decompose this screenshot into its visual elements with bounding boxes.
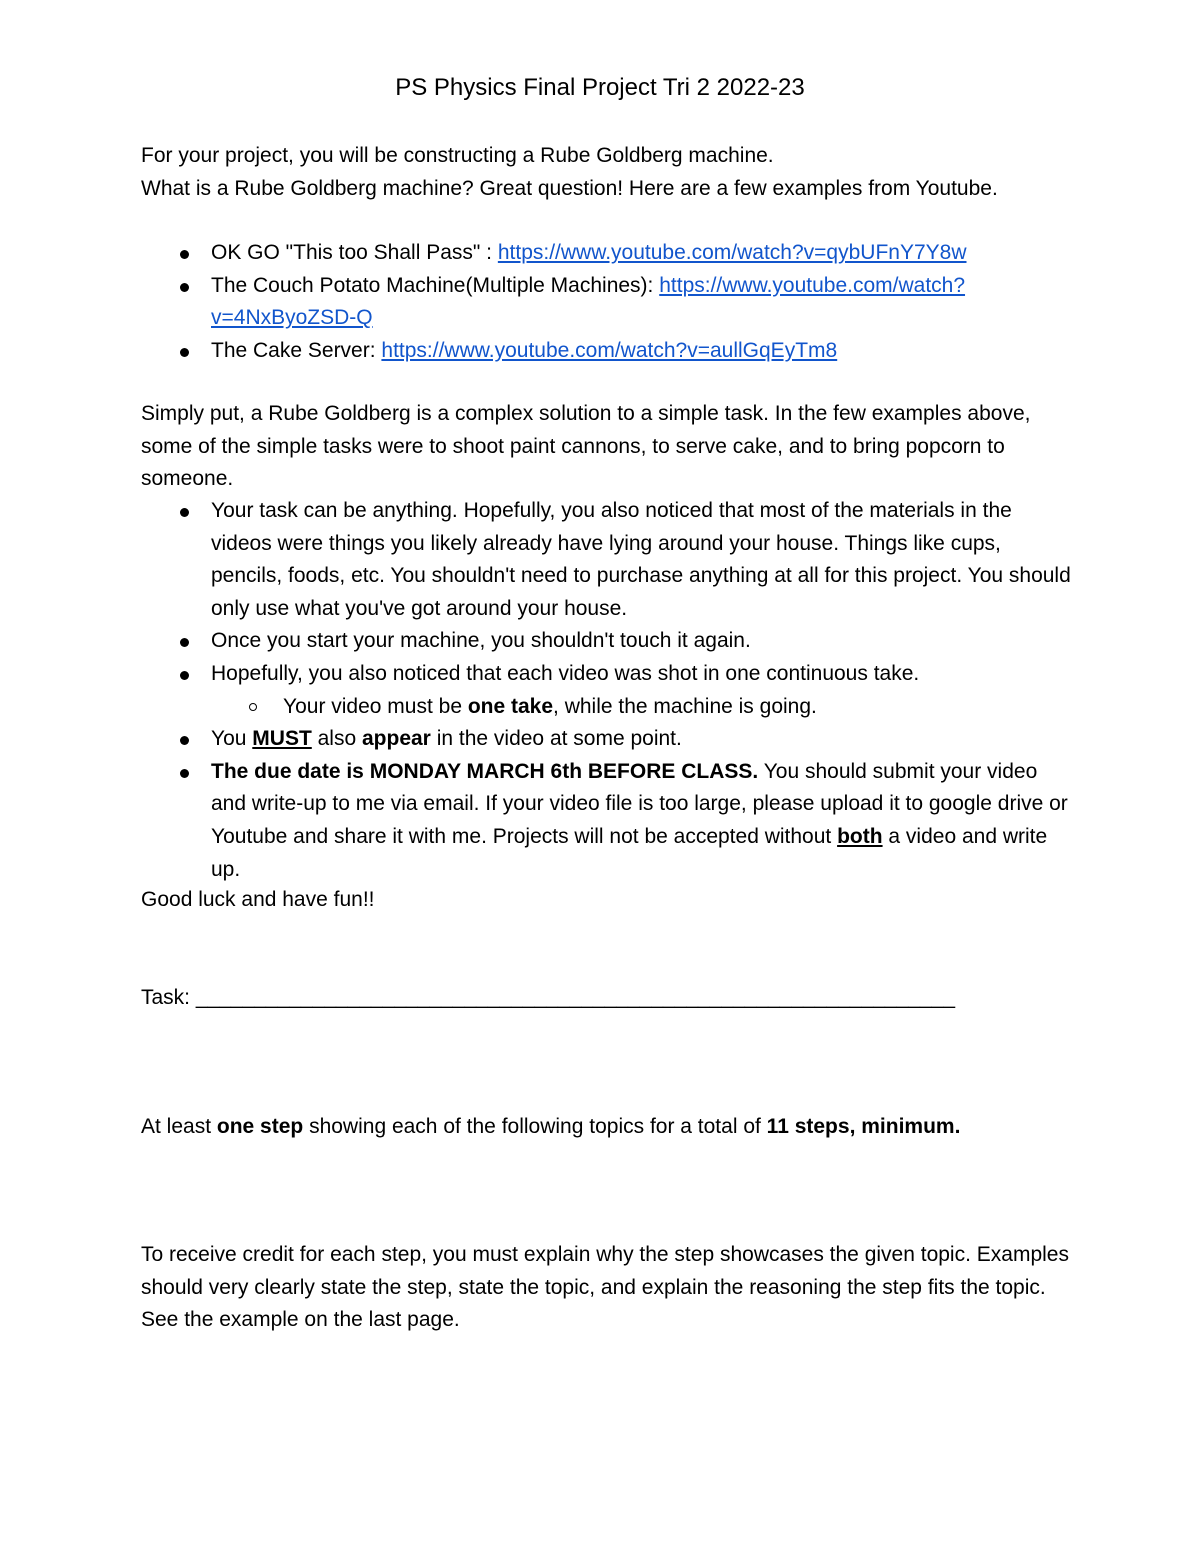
bullet-icon bbox=[180, 508, 189, 517]
emphasis-text: both bbox=[837, 824, 883, 848]
list-item bbox=[141, 625, 1071, 658]
emphasis-text: one step bbox=[216, 1115, 304, 1138]
example-link[interactable]: https://www.youtube.com/watch?v=qybUFnY7Y8w bbox=[497, 241, 967, 264]
rule-text: Your task can be anything. Hopefully, you also noticed that most of the materials in the videos were things you likely already have lying around your house. Things like cups, pencils, foods, etc. You shouldn't need to purchase anything at all for this project. You should only use what you've got around your house. bbox=[211, 499, 1071, 620]
steps-paragraph bbox=[141, 1111, 1071, 1144]
steps-text: showing each of the following topics for a total of bbox=[303, 1115, 767, 1138]
rules-list bbox=[141, 495, 1071, 886]
example-label: OK GO "This too Shall Pass" : bbox=[211, 241, 498, 264]
rule-text: , while the machine is going. bbox=[553, 694, 817, 718]
bullet-icon bbox=[180, 671, 189, 680]
list-item bbox=[141, 756, 1071, 886]
example-label: The Couch Potato Machine(Multiple Machines): bbox=[211, 273, 660, 297]
document-title: PS Physics Final Project Tri 2 2022-23 bbox=[395, 74, 805, 101]
rule-text: You bbox=[211, 727, 253, 751]
example-link[interactable]: https://www.youtube.com/watch?v=4NxByoZSD-Q bbox=[211, 273, 966, 330]
list-item bbox=[141, 270, 1071, 335]
rule-text: in the video at some point. bbox=[430, 727, 682, 751]
emphasis-text: 11 steps, minimum. bbox=[766, 1115, 961, 1138]
emphasis-text: one take bbox=[467, 694, 554, 718]
intro-line-1: For your project, you will be constructing a Rube Goldberg machine. bbox=[141, 144, 774, 167]
rule-text: Your video must be bbox=[283, 694, 468, 718]
good-luck-text: Good luck and have fun!! bbox=[141, 888, 375, 911]
bullet-icon bbox=[180, 250, 189, 259]
list-item bbox=[141, 495, 1071, 625]
example-label: The Cake Server: bbox=[211, 338, 382, 362]
emphasis-text: MUST bbox=[252, 727, 312, 751]
intro-paragraph bbox=[141, 140, 1071, 205]
list-item bbox=[141, 335, 1071, 368]
bullet-icon bbox=[180, 638, 189, 647]
sub-list-item bbox=[141, 691, 1071, 724]
due-date-text: The due date is MONDAY MARCH 6th BEFORE CLASS. bbox=[211, 759, 759, 783]
rule-text: a video and write up. bbox=[211, 824, 1048, 881]
bullet-icon bbox=[180, 769, 189, 778]
bullet-icon bbox=[180, 283, 189, 292]
credit-paragraph: To receive credit for each step, you must explain why the step showcases the given topic. Examples should very clearly state the step, state the topic, and explain the reasoning the step fits the topic. See the example on the last page. bbox=[141, 1243, 1069, 1332]
examples-list bbox=[141, 237, 1071, 367]
emphasis-text: appear bbox=[361, 727, 431, 751]
rule-text: also bbox=[311, 727, 362, 751]
summary-paragraph: Simply put, a Rube Goldberg is a complex solution to a simple task. In the few examples above, some of the simple tasks were to shoot paint cannons, to serve cake, and to bring popcorn to someone. bbox=[141, 402, 1031, 491]
task-line: Task: _________________________________________________________________ bbox=[141, 986, 955, 1009]
rule-text: Once you start your machine, you shouldn't touch it again. bbox=[211, 629, 751, 653]
intro-line-2: What is a Rube Goldberg machine? Great question! Here are a few examples from Youtube. bbox=[141, 176, 998, 200]
hollow-bullet-icon bbox=[249, 703, 257, 711]
rule-text: Hopefully, you also noticed that each video was shot in one continuous take. bbox=[211, 661, 920, 685]
bullet-icon bbox=[180, 736, 189, 745]
list-item bbox=[141, 723, 1071, 756]
bullet-icon bbox=[180, 348, 189, 357]
example-link[interactable]: https://www.youtube.com/watch?v=aullGqEyTm8 bbox=[381, 338, 838, 362]
list-item bbox=[141, 237, 1071, 270]
steps-text: At least bbox=[141, 1115, 217, 1138]
list-item bbox=[141, 658, 1071, 691]
rule-text: You should submit your video and write-up to me via email. If your video file is too large, please upload it to google drive or Youtube and share it with me. Projects will not be accepted without bbox=[211, 759, 1068, 848]
